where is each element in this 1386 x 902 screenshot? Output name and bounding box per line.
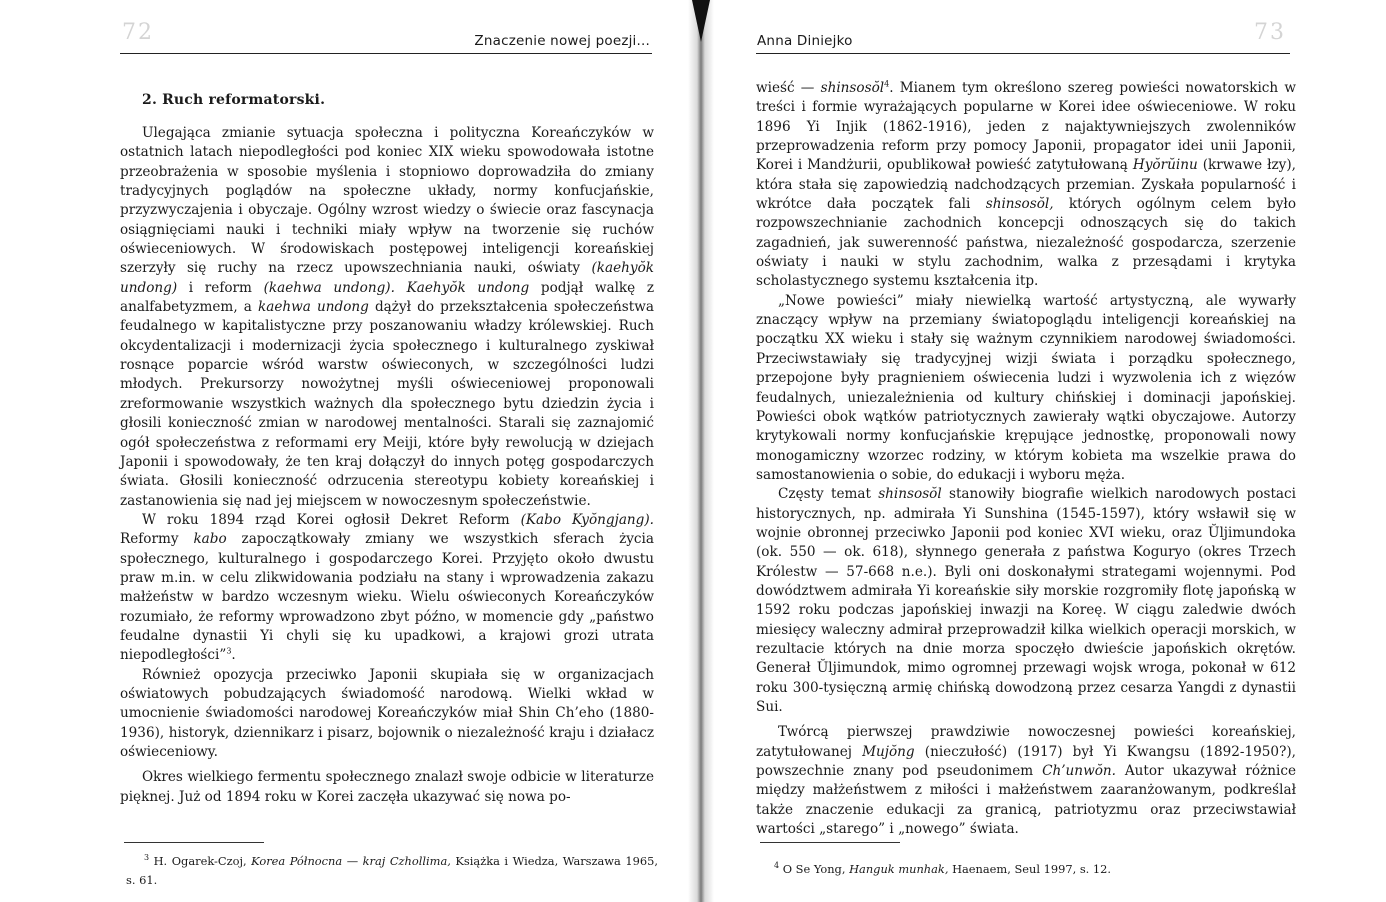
running-head: Znaczenie nowej poezji... xyxy=(474,33,650,49)
footnote-rule xyxy=(124,842,264,843)
body-text xyxy=(756,79,1296,839)
paragraph: Twórcą pierwszej prawdziwie nowoczesnej powieści koreańskiej, zatytułowanej Mujŏng (nieczułość) (1917) był Yi Kwangsu (1892-1950?), powszechnie znany pod pseudonimem Ch’unwŏn. Autor ukazywał różnice między małżeństwem z miłości i małżeństwem zaaranżowanym, podkreślał także znaczenie edukacji za granicą, patriotyzmu oraz przeciwstawiał wartości „starego” i „nowego” świata. xyxy=(756,724,1297,838)
book-gutter xyxy=(688,0,714,902)
paragraph: wieść — shinsosŏl$^4$. Mianem tym określono szereg powieści nowatorskich w treści i formie wyrażających popularne w Korei idee oświeceniowe. W roku 1896 Yi Injik (1862-1916), jeden z najaktywniejszych zwolenników przeprowadzenia reform przy pomocy Japonii, propagator idei unii Japonii, Korei i Mandżurii, opublikował powieść zatytułowaną Hyŏrŭinu (krwawe łzy), która stała się zapowiedzią nadchodzących przemian. Zyskała popularność i wkrótce dała początek fali shinsosŏl, których ogólnym celem było rozpowszechnianie zachodnich koncepcji odnoszących się do takich zagadnień, jak suwerenność państwa, niezależność gospodarcza, szerzenie oświaty i nauki w stylu zachodnim, walka z przesądami i krytyka scholastycznego systemu kształcenia itp. xyxy=(756,79,1297,290)
binding-mark xyxy=(692,0,710,42)
left-page xyxy=(0,0,690,902)
footnote: $^4$ O Se Yong, Hanguk munhak, Haenaem, Seul 1997, s. 12. xyxy=(774,861,1112,876)
page-number: 73 xyxy=(1254,20,1286,45)
paragraph: Okres wielkiego fermentu społecznego znalazł swoje odbicie w literaturze pięknej. Już od 1894 roku w Korei zaczęła ukazywać się nowa po- xyxy=(120,769,654,805)
body-text xyxy=(120,124,654,807)
section-title: 2. Ruch reformatorski. xyxy=(142,92,326,108)
footnote-ref: 4 xyxy=(884,79,890,89)
header-rule xyxy=(120,53,652,54)
header-rule xyxy=(756,53,1290,54)
footnote: $^3$ H. Ogarek-Czoj, Korea Północna — kraj Czhollima, Książka i Wiedza, Warszawa 1965, s. 61. xyxy=(126,853,658,887)
paragraph: Ulegająca zmianie sytuacja społeczna i polityczna Koreańczyków w ostatnich latach niepodległości pod koniec XIX wieku spowodowała istotne przeobrażenia w sposobie myślenia i stopniowo doprowadziła do zmiany tradycyjnych poglądów na społeczne układy, normy konfucjańskie, przyzwyczajenia i obyczaje. Ogólny wzrost wiedzy o świecie oraz fascynacja osiągnięciami nauki i techniki miały wpływ na tworzenie się ruchów oświeceniowych. W środowiskach postępowej inteligencji koreańskiej szerzyły się ruchy na rzecz upowszechniania nauki, oświaty (kaehyŏk undong) i reform (kaehwa undong). Kaehyŏk undong podjął walkę z analfabetyzmem, a kaehwa undong dążył do przekształcenia społeczeństwa feudalnego w kapitalistyczne przy poszanowaniu władzy królewskiej. Ruch okcydentalizacji i modernizacji życia społecznego i kulturalnego zyskiwał rosnące poparcie wśród warstw oświeconych, w szczególności ludzi młodych. Prekursorzy nowożytnej myśli oświeceniowej proponowali zreformowanie wszystkich ważnych dla społecznego bytu dziedzin życia i głosili konieczność zmian w narodowej mentalności. Starali się zaznajomić ogół społeczeństwa z reformami ery Meiji, które były rewolucją w dziejach Japonii i spowodowały, że ten kraj dołączył do innych potęg gospodarczych świata. Głosili konieczność odrzucenia stereotypu kobiety koreańskiej i zastanowienia się nad jej miejscem w nowoczesnym społeczeństwie. xyxy=(120,125,655,509)
right-page xyxy=(712,0,1386,902)
paragraph: W roku 1894 rząd Korei ogłosił Dekret Reform (Kabo Kyŏngjang). Reformy kabo zapoczątkowały zmiany we wszystkich sferach życia społecznego, kulturalnego i gospodarczego Korei. Przyjęto około dwustu praw m.in. w celu zlikwidowania podziału na stany i wprowadzenia zakazu małżeństw w bardzo wczesnym wieku. Wielu oświeconych Koreańczyków rozumiało, że reformy wprowadzono zbyt późno, w momencie gdy „państwo feudalne dynastii Yi chyli się ku upadkowi, a krajowi grozi utrata niepodległości”$^3$. xyxy=(120,511,654,664)
page-number: 72 xyxy=(122,20,154,45)
paragraph: „Nowe powieści” miały niewielką wartość artystyczną, ale wywarły znaczący wpływ na przemiany światopoglądu inteligencji koreańskiej na początku XX wieku i stały się ważnym czynnikiem narodowej świadomości. Przeciwstawiały się tradycyjnej wizji świata i porządku społecznego, przepojone były pragnieniem oświecenia ludzi i wyzwolenia ich z więzów feudalnych, uniezależnienia od kultury chińskiej i dominacji japońskiej. Powieści obok wątków patriotycznych zawierały wątki obyczajowe. Autorzy krytykowali normy konfucjańskie krępujące jednostkę, proponowali nowy monogamiczny wzorzec rodziny, w którym kobieta ma wszelkie prawa do samostanowienia o sobie, do edukacji i wyboru męża. xyxy=(756,292,1296,483)
running-head: Anna Diniejko xyxy=(757,33,853,49)
footnote-rule xyxy=(760,842,900,843)
paragraph: Również opozycja przeciwko Japonii skupiała się w organizacjach oświatowych pobudzających świadomość narodową. Wielki wkład w umocnienie świadomości narodowej Koreańczyków miał Shin Ch’eho (1880-1936), historyk, dziennikarz i pisarz, bojownik o niezależność kraju i działacz oświeceniowy. xyxy=(120,666,654,760)
footnote-ref: 3 xyxy=(226,646,232,656)
paragraph: Częsty temat shinsosŏl stanowiły biografie wielkich narodowych postaci historycznych, np. admirała Yi Sunshina (1545-1597), który wsławił się w wojnie obronnej przeciwko Japonii pod koniec XVI wieku, oraz Ŭljimundoka (ok. 550 — ok. 618), słynnego generała z państwa Koguryo (okres Trzech Królestw — 57-668 n.e.). Byli oni doskonałymi strategami wojennymi. Pod dowództwem admirała Yi koreańskie siły morskie rozgromiły flotę japońską w 1592 roku podczas japońskiej inwazji na Koreę. W ciągu zaledwie dwóch miesięcy waleczny admirał przeprowadził kilka wielkich operacji morskich, w rezultacie których na dnie morza spoczęło dwieście japońskich okrętów. Generał Ŭljimundok, mimo ogromnej przewagi wojsk wroga, pokonał w 612 roku 300-tysięczną armię chińską dowodzoną przez cesarza Yangdi z dynastii Sui. xyxy=(756,486,1296,715)
